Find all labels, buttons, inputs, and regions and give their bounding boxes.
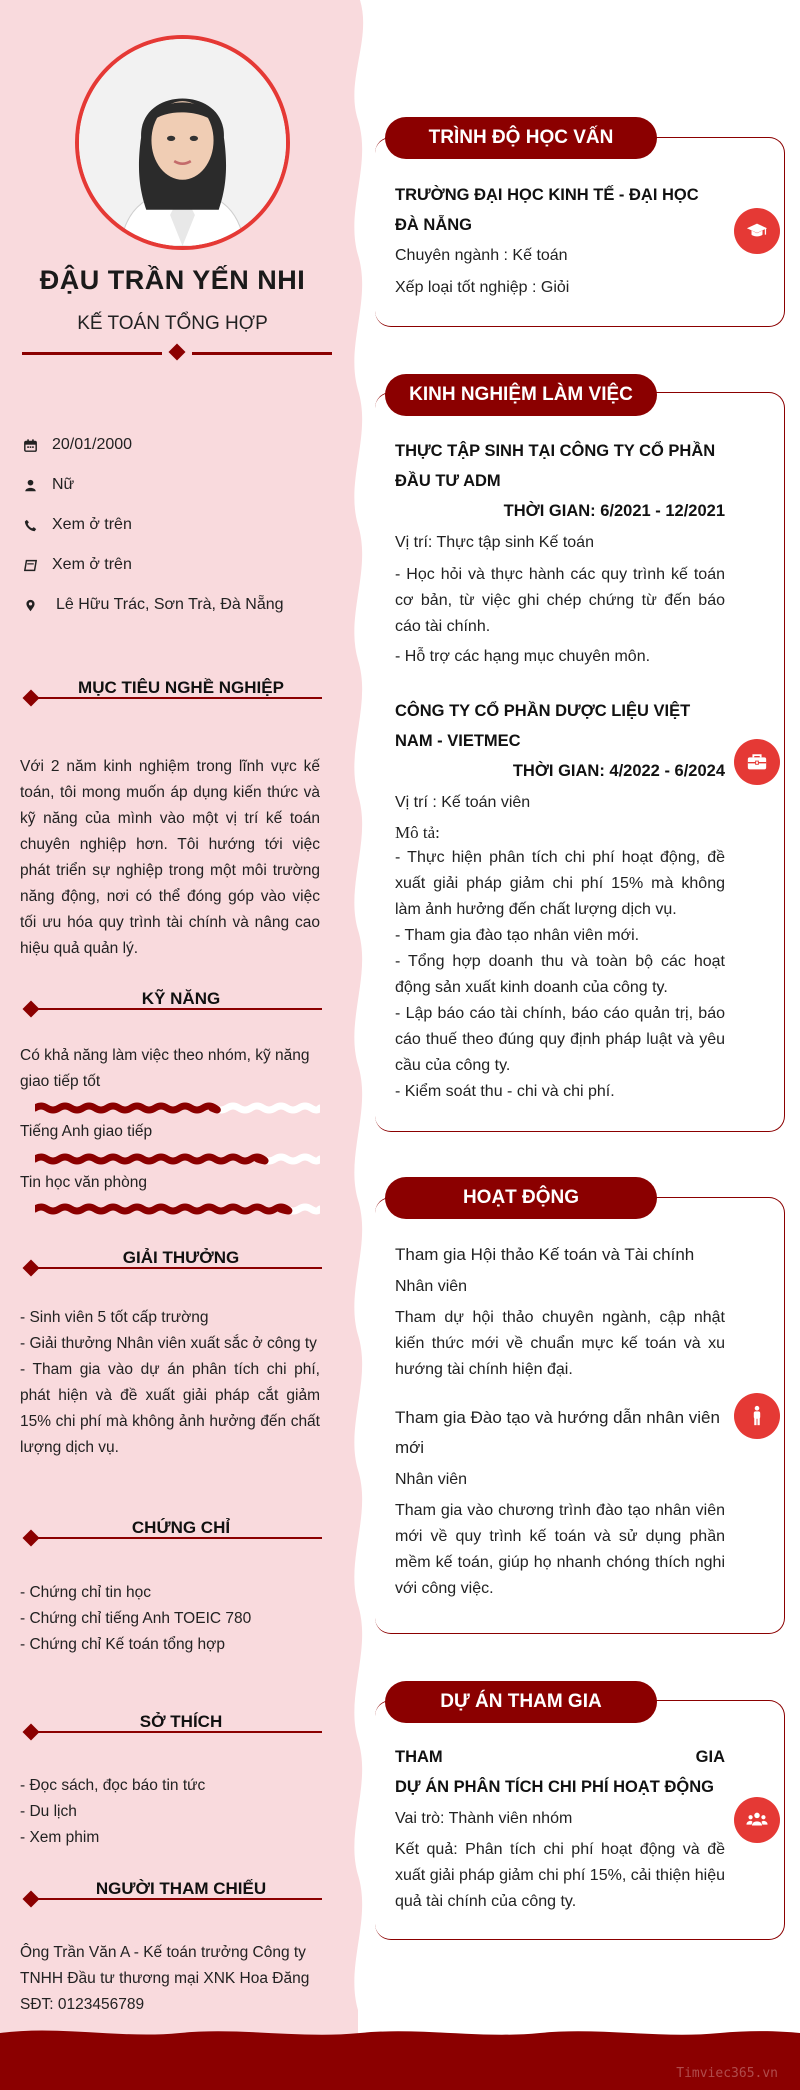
hobbies-heading-text: SỞ THÍCH (139, 1712, 223, 1731)
certificates-heading (22, 1518, 322, 1546)
job-role: Vị trí : Kế toán viên (395, 794, 531, 811)
certificate-item: - Chứng chỉ Kế toán tổng hợp (20, 1636, 225, 1653)
location-pin-icon (22, 597, 38, 613)
contact-birthdate (22, 436, 342, 454)
certificate-item: - Chứng chỉ tiếng Anh TOEIC 780 (20, 1610, 252, 1627)
skill-bar (35, 1102, 320, 1114)
hobby-item: - Đọc sách, đọc báo tin tức (20, 1777, 206, 1794)
project-label-right: GIA (695, 1748, 725, 1766)
job-company: THỰC TẬP SINH TẠI CÔNG TY CỔ PHẦN ĐẦU TƯ ADM (395, 442, 716, 490)
skill-level-wave (35, 1203, 320, 1215)
job-company: CÔNG TY CỔ PHẦN DƯỢC LIỆU VIỆT NAM - VIETMEC (395, 702, 691, 750)
activity-name: Tham gia Hội thảo Kế toán và Tài chính (395, 1245, 695, 1264)
skill-name: Tin học văn phòng (20, 1174, 147, 1191)
briefcase-icon (734, 739, 780, 785)
activity-desc: Tham gia vào chương trình đào tạo nhân viên mới về quy trình kế toán và sử dụng phần mềm kế toán, giúp họ nhanh chóng thích nghi với công việc. (395, 1502, 725, 1597)
job-desc-label: Mô tả: (395, 823, 440, 842)
certificate-item: - Chứng chỉ tin học (20, 1584, 151, 1601)
skill-name: Tiếng Anh giao tiếp (20, 1123, 153, 1140)
job-time: THỜI GIAN: 6/2021 - 12/2021 (503, 502, 725, 520)
education-school: TRƯỜNG ĐẠI HỌC KINH TẾ - ĐẠI HỌC ĐÀ NẴNG (395, 186, 699, 234)
name-divider (22, 346, 332, 360)
contact-gender (22, 476, 342, 494)
skill-fill (35, 1106, 217, 1110)
phone-value: Xem ở trên (52, 516, 132, 533)
references-heading (22, 1879, 322, 1907)
hobby-item: - Du lịch (20, 1803, 77, 1820)
project-result: Kết quả: Phân tích chi phí hoạt động và đề xuất giải pháp giảm chi phí 15%, cải thiện hiệu quả tài chính của công ty. (395, 1841, 725, 1910)
activity-role: Nhân viên (395, 1278, 468, 1295)
certificates-heading-text: CHỨNG CHỈ (131, 1518, 231, 1537)
activity-role: Nhân viên (395, 1471, 468, 1488)
objective-heading-text: MỤC TIÊU NGHỀ NGHIỆP (78, 678, 284, 697)
project-name: DỰ ÁN PHÂN TÍCH CHI PHÍ HOẠT ĐỘNG (395, 1778, 714, 1796)
person-icon (22, 477, 38, 493)
job-time: THỜI GIAN: 4/2022 - 6/2024 (512, 762, 725, 780)
contact-email (22, 556, 342, 574)
job-duty: - Học hỏi và thực hành các quy trình kế toán cơ bản, từ việc ghi chép chứng từ đến báo cáo tài chính. (395, 566, 725, 635)
hobby-item: - Xem phim (20, 1829, 100, 1846)
left-column (0, 0, 360, 2030)
skills-heading (22, 989, 322, 1017)
objective-heading (22, 678, 322, 706)
phone-icon (22, 517, 38, 533)
job-duty: - Tham gia đào tạo nhân viên mới. (395, 927, 640, 944)
contact-phone (22, 516, 342, 534)
skill-bar (35, 1153, 320, 1165)
education-heading: TRÌNH ĐỘ HỌC VẤN (385, 117, 657, 159)
contact-address (22, 596, 342, 614)
skill-fill (35, 1207, 289, 1211)
full-name: ĐẬU TRẦN YẾN NHI (39, 265, 306, 295)
reference-text: Ông Trần Văn A - Kế toán trưởng Công ty TNHH Đầu tư thương mại XNK Hoa Đăng (20, 1944, 310, 1987)
project-role: Vai trò: Thành viên nhóm (395, 1810, 573, 1827)
awards-heading (22, 1248, 322, 1276)
group-icon (734, 1797, 780, 1843)
skill-name: Có khả năng làm việc theo nhóm, kỹ năng giao tiếp tốt (20, 1047, 310, 1090)
job-title: KẾ TOÁN TỔNG HỢP (77, 313, 268, 334)
job-duty: - Hỗ trợ các hạng mục chuyên môn. (395, 648, 651, 665)
job-duty: - Thực hiện phân tích chi phí hoạt động, đề xuất giải pháp giảm chi phí 15% mà không làm ảnh hưởng đến chất lượng dịch vụ. (395, 849, 725, 918)
award-item: - Sinh viên 5 tốt cấp trường (20, 1309, 209, 1326)
job-role: Vị trí: Thực tập sinh Kế toán (395, 534, 594, 551)
hobbies-heading (22, 1712, 322, 1740)
graduation-cap-icon (734, 208, 780, 254)
person-standing-icon (734, 1393, 780, 1439)
skill-level-wave (35, 1102, 320, 1114)
job-duty: - Tổng hợp doanh thu và toàn bộ các hoạt động sản xuất kinh doanh của công ty. (395, 953, 725, 996)
experience-heading: KINH NGHIỆM LÀM VIỆC (385, 374, 657, 416)
profile-photo (75, 35, 290, 250)
email-icon (22, 557, 38, 573)
watermark: Timviec365.vn (676, 2066, 778, 2081)
email-value: Xem ở trên (52, 556, 132, 573)
awards-heading-text: GIẢI THƯỞNG (122, 1248, 240, 1267)
activity-desc: Tham dự hội thảo chuyên ngành, cập nhật kiến thức mới về chuẩn mực kế toán và xu hướng tài chính hiện đại. (395, 1309, 725, 1378)
education-grade: Xếp loại tốt nghiệp : Giỏi (395, 279, 570, 296)
objective-text: Với 2 năm kinh nghiệm trong lĩnh vực kế toán, tôi mong muốn áp dụng kiến thức và kỹ năng của mình vào một vị trí kế toán chuyên nghiệp hơn. Tôi hướng tới việc phát triển sự nghiệp trong một môi trường năng động, nơi có thể đóng góp vào việc tối ưu hóa quy trình tài chính và nâng cao hiệu quả quản lý. (20, 758, 320, 957)
education-major: Chuyên ngành : Kế toán (395, 247, 568, 264)
address-value: Lê Hữu Trác, Sơn Trà, Đà Nẵng (56, 596, 284, 613)
birthdate-value: 20/01/2000 (52, 436, 133, 453)
reference-phone: SĐT: 0123456789 (20, 1996, 145, 2013)
job-duty: - Kiểm soát thu - chi và chi phí. (395, 1083, 615, 1100)
skill-fill (35, 1157, 265, 1161)
job-duty: - Lập báo cáo tài chính, báo cáo quản trị, báo cáo thuế theo đúng quy định pháp luật và yêu cầu của công ty. (395, 1005, 725, 1074)
skill-bar (35, 1203, 320, 1215)
references-heading-text: NGƯỜI THAM CHIẾU (95, 1879, 267, 1898)
activity-name: Tham gia Đào tạo và hướng dẫn nhân viên mới (395, 1408, 720, 1457)
person-photo-icon (79, 39, 286, 246)
gender-value: Nữ (52, 476, 75, 493)
award-item: - Tham gia vào dự án phân tích chi phí, phát hiện và đề xuất giải pháp cắt giảm 15% chi phí mà không ảnh hưởng đến chất lượng dịch vụ. (20, 1361, 320, 1456)
activities-heading: HOẠT ĐỘNG (385, 1177, 657, 1219)
skills-heading-text: KỸ NĂNG (141, 989, 221, 1008)
project-label-left: THAM (395, 1748, 443, 1766)
projects-heading: DỰ ÁN THAM GIA (385, 1681, 657, 1723)
calendar-icon (22, 437, 38, 453)
skill-level-wave (35, 1153, 320, 1165)
award-item: - Giải thưởng Nhân viên xuất sắc ở công ty (20, 1335, 317, 1352)
